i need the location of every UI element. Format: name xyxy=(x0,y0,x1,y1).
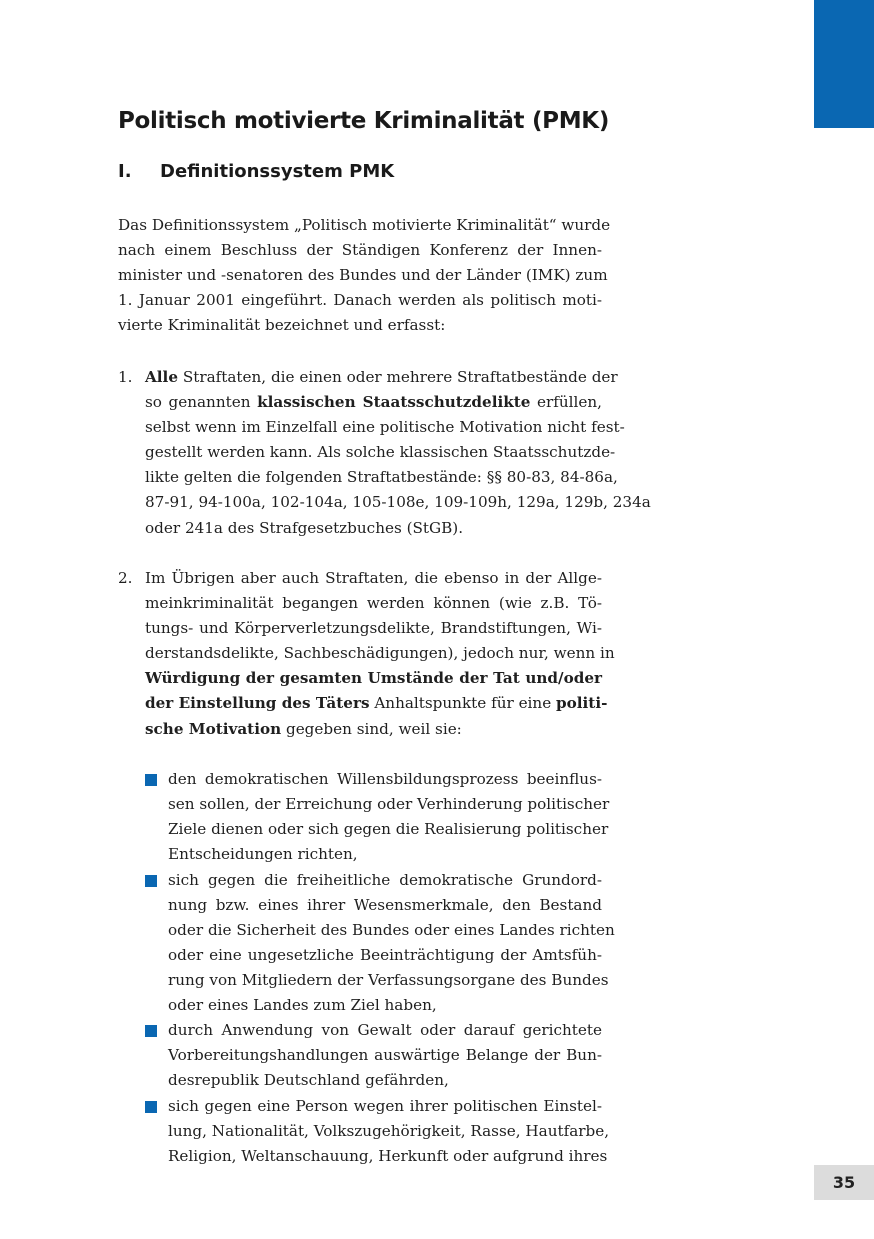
intro-line: minister und -senatoren des Bundes und der Länder (IMK) zum xyxy=(118,266,608,285)
item-line xyxy=(145,365,618,390)
bullet-line: rung von Mitgliedern der Verfassungsorgane des Bundes xyxy=(168,971,609,990)
bullet-line: sen sollen, der Erreichung oder Verhinderung politischer xyxy=(168,795,610,814)
bullet-line: oder die Sicherheit des Bundes oder eines Landes richten xyxy=(168,921,615,940)
item-line: derstandsdelikte, Sachbeschädigungen), jedoch nur, wenn in xyxy=(145,644,615,663)
item-line xyxy=(145,717,602,742)
bullet-line: nung bzw. eines ihrer Wesensmerkmale, den Bestand xyxy=(168,896,602,915)
page-number: 35 xyxy=(814,1165,874,1200)
item-text: gegeben sind, weil sie: xyxy=(281,719,462,738)
item-line: gestellt werden kann. Als solche klassischen Staatsschutzde- xyxy=(145,443,616,462)
item-line: Im Übrigen aber auch Straftaten, die ebenso in der Allge- xyxy=(145,569,602,587)
square-bullet-icon xyxy=(145,1025,157,1037)
item-text: Anhaltspunkte für eine xyxy=(369,694,557,713)
bullet-line: Vorbereitungshandlungen auswärtige Belange der Bun- xyxy=(168,1046,602,1065)
bullet-line: sich gegen die freiheitliche demokratische Grundord- xyxy=(168,871,602,889)
intro-paragraph xyxy=(118,213,611,338)
bullet-line: desrepublik Deutschland gefährden, xyxy=(168,1071,449,1090)
bold-text: politi- xyxy=(556,694,608,713)
item-text: so genannten xyxy=(145,393,258,412)
list-number: 2. xyxy=(118,569,133,587)
item-line xyxy=(145,691,608,716)
item-line: selbst wenn im Einzelfall eine politische Motivation nicht fest- xyxy=(145,418,625,437)
bullet-line: Religion, Weltanschauung, Herkunft oder aufgrund ihres xyxy=(168,1147,608,1166)
bold-text: der Einstellung des Täters xyxy=(145,694,370,713)
list-number: 1. xyxy=(118,368,133,386)
bold-text: Alle xyxy=(145,368,178,386)
item-line: tungs- und Körperverletzungsdelikte, Brandstiftungen, Wi- xyxy=(145,619,602,638)
bold-text: klassischen Staatsschutzdelikte xyxy=(257,393,531,412)
square-bullet-icon xyxy=(145,875,157,887)
intro-line: nach einem Beschluss der Ständigen Konferenz der Innen- xyxy=(118,241,602,260)
item-line: likte gelten die folgenden Straftatbestände: §§ 80-83, 84-86a, xyxy=(145,468,618,487)
chapter-tab-marker xyxy=(814,0,874,128)
square-bullet-icon xyxy=(145,774,157,786)
page-title: Politisch motivierte Kriminalität (PMK) xyxy=(118,108,610,134)
bold-text: Würdigung der gesamten Umstände der Tat und/oder xyxy=(145,669,602,688)
bullet-line: sich gegen eine Person wegen ihrer politischen Einstel- xyxy=(168,1097,602,1115)
intro-line: 1. Januar 2001 eingeführt. Danach werden als politisch moti- xyxy=(118,291,602,310)
item-text: Straftaten, die einen oder mehrere Straftatbestände der xyxy=(178,368,618,386)
bullet-line: durch Anwendung von Gewalt oder darauf gerichtete xyxy=(168,1021,602,1039)
bullet-line: den demokratischen Willensbildungsprozess beeinflus- xyxy=(168,770,602,788)
bullet-line: Ziele dienen oder sich gegen die Realisierung politischer xyxy=(168,820,609,839)
section-number: I. xyxy=(118,161,132,182)
item-line: 87-91, 94-100a, 102-104a, 105-108e, 109-109h, 129a, 129b, 234a xyxy=(145,493,651,512)
bullet-line: Entscheidungen richten, xyxy=(168,845,358,864)
item-text: erfüllen, xyxy=(530,393,602,412)
intro-line: Das Definitionssystem „Politisch motivierte Kriminalität“ wurde xyxy=(118,216,611,234)
intro-line: vierte Kriminalität bezeichnet und erfasst: xyxy=(118,316,446,335)
bullet-line: lung, Nationalität, Volkszugehörigkeit, Rasse, Hautfarbe, xyxy=(168,1122,610,1141)
square-bullet-icon xyxy=(145,1101,157,1113)
section-title: Definitionssystem PMK xyxy=(160,161,395,182)
bullet-line: oder eine ungesetzliche Beeinträchtigung der Amtsfüh- xyxy=(168,946,602,965)
item-line xyxy=(145,390,602,415)
bullet-line: oder eines Landes zum Ziel haben, xyxy=(168,996,437,1015)
section-heading xyxy=(118,161,394,182)
bold-text: sche Motivation xyxy=(145,719,282,738)
item-line xyxy=(145,666,602,691)
item-line: meinkriminalität begangen werden können (wie z.B. Tö- xyxy=(145,594,602,613)
item-line: oder 241a des Strafgesetzbuches (StGB). xyxy=(145,518,464,537)
